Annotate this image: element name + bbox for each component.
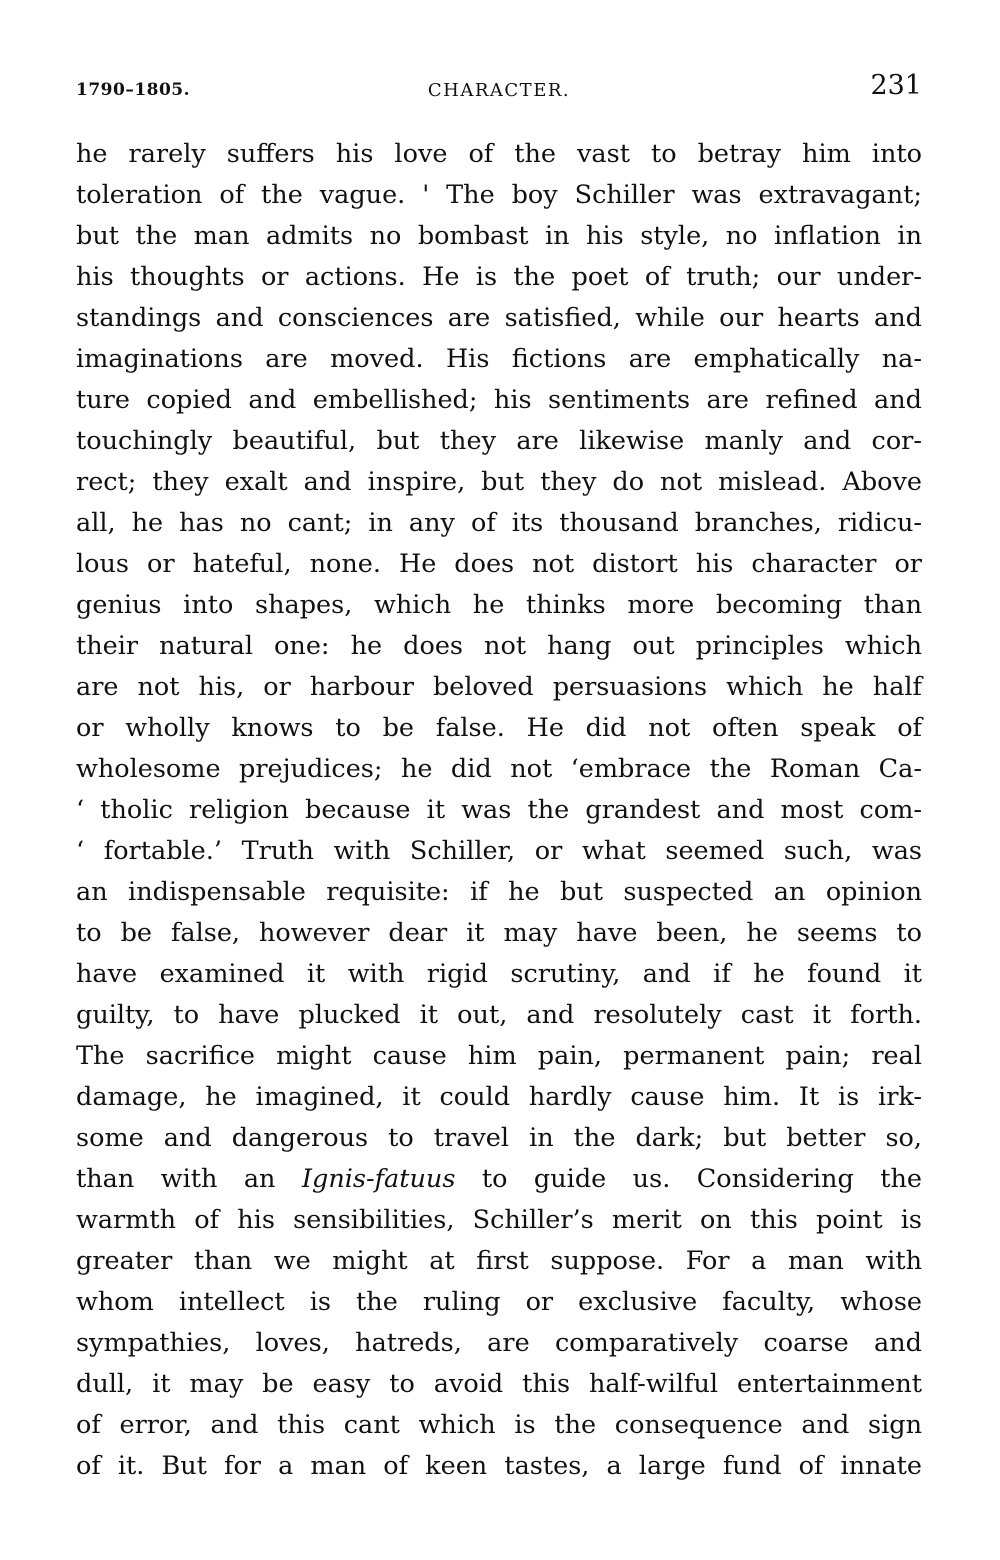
text-line: greater than we might at first suppose. For a man with (76, 1246, 922, 1276)
text-line: The sacrifice might cause him pain, permanent pain; real (76, 1041, 922, 1071)
text-segment: than with an (76, 1164, 302, 1194)
running-head-dates: 1790–1805. (76, 80, 191, 100)
text-line: touchingly beautiful, but they are likewise manly and cor- (76, 426, 922, 456)
text-line: warmth of his sensibilities, Schiller’s merit on this point is (76, 1205, 922, 1235)
text-line: lous or hateful, none. He does not distort his character or (76, 549, 922, 579)
text-line: an indispensable requisite: if he but suspected an opinion (76, 877, 922, 907)
text-line: of error, and this cant which is the consequence and sign (76, 1410, 922, 1440)
text-line: imaginations are moved. His fictions are emphatically na- (76, 344, 922, 374)
text-line: damage, he imagined, it could hardly cause him. It is irk- (76, 1082, 922, 1112)
text-line: his thoughts or actions. He is the poet of truth; our under- (76, 262, 922, 292)
text-line: ‘ fortable.’ Truth with Schiller, or what seemed such, was (76, 836, 922, 866)
text-line: are not his, or harbour beloved persuasions which he half (76, 672, 922, 702)
text-line: standings and consciences are satisfied, while our hearts and (76, 303, 922, 333)
text-line: wholesome prejudices; he did not ‘embrace the Roman Ca- (76, 754, 922, 784)
text-line: ‘ tholic religion because it was the grandest and most com- (76, 795, 922, 825)
text-line: dull, it may be easy to avoid this half-wilful entertainment (76, 1369, 922, 1399)
text-line: of it. But for a man of keen tastes, a large fund of innate (76, 1451, 922, 1481)
text-line: guilty, to have plucked it out, and resolutely cast it forth. (76, 1000, 922, 1030)
text-line: toleration of the vague. ' The boy Schiller was extravagant; (76, 180, 922, 210)
text-line (76, 1159, 922, 1200)
text-line: rect; they exalt and inspire, but they do not mislead. Above (76, 467, 922, 497)
text-line: whom intellect is the ruling or exclusive faculty, whose (76, 1287, 922, 1317)
italic-term: Ignis-fatuus (301, 1164, 456, 1194)
body-text (76, 134, 922, 1487)
page-number: 231 (870, 70, 922, 101)
text-line: ture copied and embellished; his sentiments are refined and (76, 385, 922, 415)
text-line: genius into shapes, which he thinks more becoming than (76, 590, 922, 620)
running-head (76, 70, 922, 110)
text-line: but the man admits no bombast in his style, no inflation in (76, 221, 922, 251)
text-line: all, he has no cant; in any of its thousand branches, ridicu- (76, 508, 922, 538)
text-line: their natural one: he does not hang out principles which (76, 631, 922, 661)
text-segment: to guide us. Considering the (455, 1164, 922, 1194)
text-line: some and dangerous to travel in the dark; but better so, (76, 1123, 922, 1153)
running-head-title: CHARACTER. (427, 80, 571, 101)
text-line: sympathies, loves, hatreds, are comparatively coarse and (76, 1328, 922, 1358)
text-line: to be false, however dear it may have been, he seems to (76, 918, 922, 948)
text-line: have examined it with rigid scrutiny, and if he found it (76, 959, 922, 989)
text-line: or wholly knows to be false. He did not often speak of (76, 713, 922, 743)
text-line: he rarely suffers his love of the vast to betray him into (76, 139, 922, 169)
